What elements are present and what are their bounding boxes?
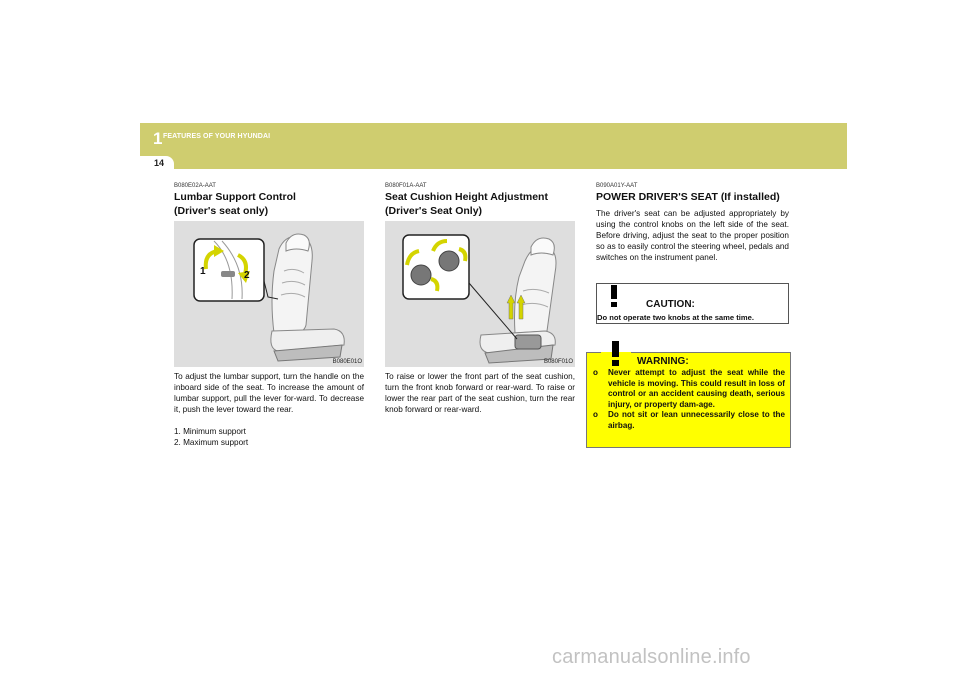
warning-item xyxy=(593,368,785,410)
seat-illustration-icon xyxy=(174,221,364,367)
bullet: o xyxy=(593,410,598,420)
warning-item-text: Do not sit or lean unnecessarily close to the airbag. xyxy=(608,410,785,430)
section-heading-sub: (Driver's seat only) xyxy=(174,205,269,217)
chapter-number: 1 xyxy=(153,129,163,148)
section-body: The driver's seat can be adjusted appropriately by using the control knobs on the left side of the seat. Before driving, adjust the seat to the proper position so as to easily control the steering wheel, pedals and switches on the instrument panel. xyxy=(596,209,789,262)
cushion-height-section xyxy=(385,183,575,415)
list-item: 1. Minimum support xyxy=(174,427,246,436)
cushion-seat-figure xyxy=(385,221,575,367)
figure-code: B080F01O xyxy=(543,359,573,365)
seat-knob-illustration-icon xyxy=(385,221,575,367)
bullet: o xyxy=(593,368,598,377)
section-body: To adjust the lumbar support, turn the handle on the inboard side of the seat. To increase the amount of lumbar support, pull the lever for-ward. To decrease it, push the lever toward the rear. xyxy=(174,372,364,414)
page-number: 14 xyxy=(154,158,165,168)
section-heading: Seat Cushion Height Adjustment xyxy=(385,191,548,203)
watermark: carmanualsonline.info xyxy=(552,646,751,668)
exclamation-icon xyxy=(604,283,624,309)
caution-text: Do not operate two knobs at the same time. xyxy=(597,313,754,322)
warning-item xyxy=(593,410,785,431)
section-code: B090A01Y-AAT xyxy=(596,183,638,189)
section-heading-sub: (Driver's Seat Only) xyxy=(385,205,483,217)
section-code: B080E02A-AAT xyxy=(174,183,216,189)
section-body: To raise or lower the front part of the seat cushion, turn the front knob forward or rear-ward. To raise or lower the rear part of the seat cushion, turn the rear knob forward or rear-ward. xyxy=(385,372,575,414)
caution-title: CAUTION: xyxy=(646,299,695,310)
section-heading: POWER DRIVER'S SEAT (If installed) xyxy=(596,191,780,203)
power-seat-section xyxy=(596,183,789,263)
chapter-header-band xyxy=(140,123,847,169)
lumbar-support-section xyxy=(174,183,364,448)
warning-exclamation-icon xyxy=(601,339,631,369)
chapter-title: FEATURES OF YOUR HYUNDAI xyxy=(163,133,271,140)
section-heading: Lumbar Support Control xyxy=(174,191,296,203)
warning-list xyxy=(593,368,785,432)
figure-callout-2: 2 xyxy=(244,270,250,281)
section-code: B080F01A-AAT xyxy=(385,183,427,189)
lumbar-seat-figure xyxy=(174,221,364,367)
warning-item-text: Never attempt to adjust the seat while the vehicle is moving. This could result in loss of control or an accident causing death, serious injury, or property dam-age. xyxy=(608,368,785,409)
list-item: 2. Maximum support xyxy=(174,438,249,447)
warning-title: WARNING: xyxy=(637,356,689,367)
figure-code: B080E01O xyxy=(332,359,362,365)
figure-callout-1: 1 xyxy=(200,266,206,277)
